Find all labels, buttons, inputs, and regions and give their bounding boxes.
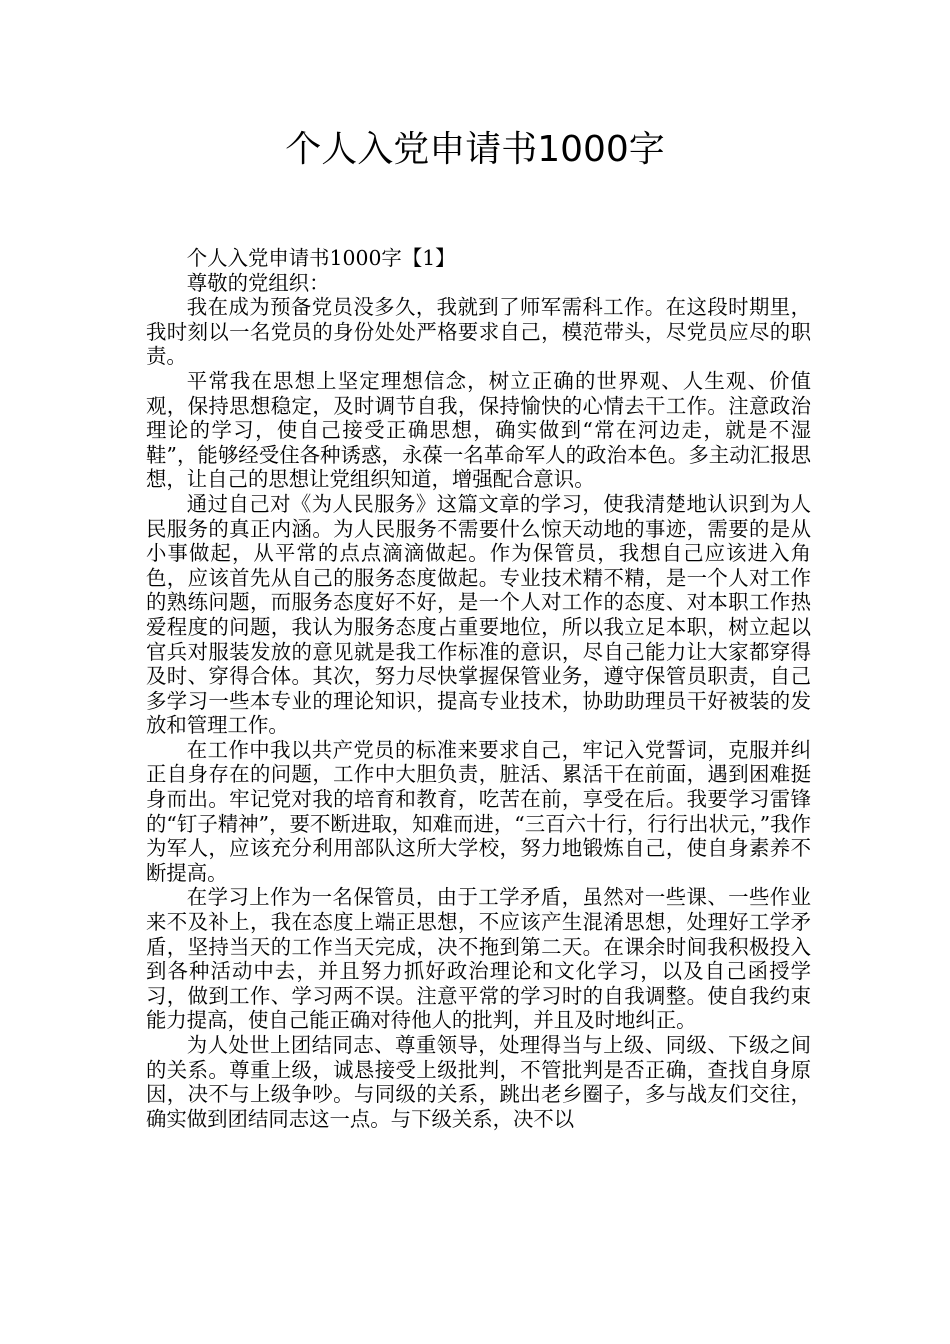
paragraph: 通过自己对《为人民服务》这篇文章的学习，使我清楚地认识到为人民服务的真正内涵。为人民服务不需要什么惊天动地的事迹，需要的是从小事做起，从平常的点点滴滴做起。作为保管员，我想自己应该进入角色，应该首先从自己的服务态度做起。专业技术精不精，是一个人对工作的熟练问题，而服务态度好不好，是一个人对工作的态度、对本职工作热爱程度的问题，我认为服务态度占重要地位，所以我立足本职，树立起以官兵对服装发放的意见就是我工作标准的意识，尽自己能力让大家都穿得及时、穿得合体。其次，努力尽快掌握保管业务，遵守保管员职责，自己多学习一些本专业的理论知识，提高专业技术，协助助理员干好被装的发放和管理工作。 [146, 491, 811, 738]
paragraph: 我在成为预备党员没多久，我就到了师军需科工作。在这段时期里，我时刻以一名党员的身份处处严格要求自己，模范带头，尽党员应尽的职责。 [146, 295, 811, 369]
document-body [146, 246, 811, 1131]
paragraph: 为人处世上团结同志、尊重领导，处理得当与上级、同级、下级之间的关系。尊重上级，诚恳接受上级批判，不管批判是否正确，查找自身原因，决不与上级争吵。与同级的关系，跳出老乡圈子，多与战友们交往，确实做到团结同志这一点。与下级关系，决不以 [146, 1033, 811, 1131]
paragraph: 平常我在思想上坚定理想信念，树立正确的世界观、人生观、价值观，保持思想稳定，及时调节自我，保持愉快的心情去干工作。注意政治理论的学习，使自己接受正确思想，确实做到“常在河边走，就是不湿鞋”，能够经受住各种诱惑，永葆一名革命军人的政治本色。多主动汇报思想，让自己的思想让党组织知道，增强配合意识。 [146, 368, 811, 492]
paragraph: 在学习上作为一名保管员，由于工学矛盾，虽然对一些课、一些作业来不及补上，我在态度上端正思想，不应该产生混淆思想，处理好工学矛盾，坚持当天的工作当天完成，决不拖到第二天。在课余时间我积极投入到各种活动中去，并且努力抓好政治理论和文化学习，以及自己函授学习，做到工作、学习两不误。注意平常的学习时的自我调整。使自我约束能力提高，使自己能正确对待他人的批判，并且及时地纠正。 [146, 885, 811, 1033]
salutation: 尊敬的党组织： [186, 270, 330, 295]
document-title: 个人入党申请书1000字 [285, 129, 665, 170]
paragraph: 在工作中我以共产党员的标准来要求自己，牢记入党誓词，克服并纠正自身存在的问题，工作中大胆负责，脏活、累活干在前面，遇到困难挺身而出。牢记党对我的培育和教育，吃苦在前，享受在后。我要学习雷锋的“钉子精神”，要不断进取，知难而进，“三百六十行，行行出状元，”我作为军人，应该充分利用部队这所大学校，努力地锻炼自己，使自身素养不断提高。 [146, 737, 811, 885]
document-subtitle: 个人入党申请书1000字【1】 [186, 246, 456, 270]
